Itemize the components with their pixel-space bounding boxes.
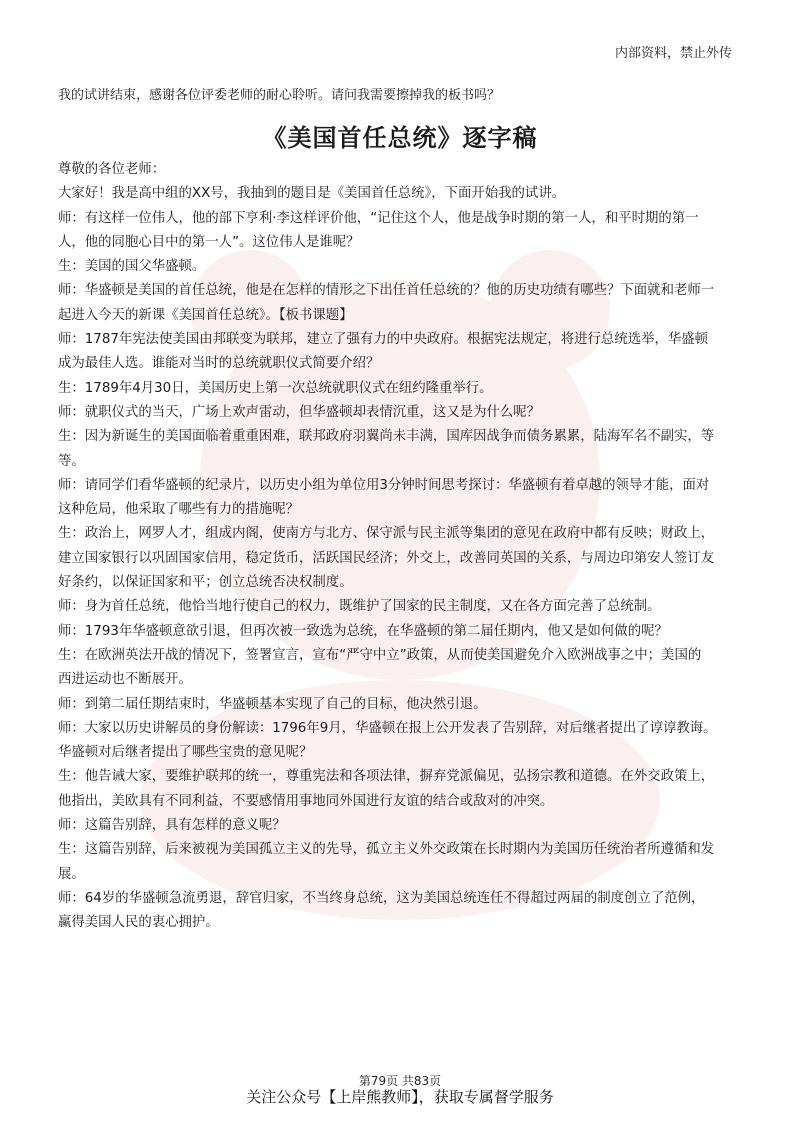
transcript-line: 好条约，以保证国家和平；创立总统否决权制度。: [58, 575, 353, 591]
transcript-line: 师：华盛顿是美国的首任总统，他是在怎样的情形之下出任首任总统的？他的历史功绩有哪些？下面就和老师一: [58, 283, 715, 299]
transcript-line: 生：这篇告别辞，后来被视为美国孤立主义的先导，孤立主义外交政策在长时期内为美国历任统治者所遵循和发: [58, 842, 715, 858]
transcript-line: 他指出，美欧具有不同利益，不要感情用事地同外国进行友谊的结合或敌对的冲突。: [58, 793, 554, 809]
transcript-line: 生：在欧洲英法开战的情况下，签署宣言，宣布“严守中立”政策，从而使美国避免介入欧洲战事之中；美国的: [58, 647, 702, 663]
transcript-line: 师：这篇告别辞，具有怎样的意义呢？: [58, 818, 286, 834]
transcript-line: 等。: [58, 453, 85, 469]
transcript-line: 赢得美国人民的衷心拥护。: [58, 915, 219, 931]
transcript-line: 师：64岁的华盛顿急流勇退，辞官归家，不当终身总统，这为美国总统连任不得超过两届的制度创立了范例，: [58, 890, 705, 906]
document-title: 《美国首任总统》逐字稿: [262, 123, 538, 152]
transcript-body: [58, 158, 748, 936]
transcript-line: 建立国家银行以巩固国家信用，稳定货币，活跃国民经济；外交上，改善同英国的关系，与周边印第安人签订友: [58, 550, 715, 566]
transcript-line: 师：大家以历史讲解员的身份解读：1796年9月，华盛顿在报上公开发表了告别辞，对后继者提出了谆谆教诲。: [58, 720, 717, 736]
confidential-notice: 内部资料，禁止外传: [614, 46, 732, 61]
transcript-line: 师：1793年华盛顿意欲引退，但再次被一致选为总统，在华盛顿的第二届任期内，他又是如何做的呢？: [58, 623, 668, 639]
transcript-line: 成为最佳人选。谁能对当时的总统就职仪式简要介绍？: [58, 356, 380, 372]
footer-promo: 关注公众号【上岸熊教师】，获取专属督学服务: [246, 1088, 554, 1106]
transcript-line: 师：1787年宪法使美国由邦联变为联邦，建立了强有力的中央政府。根据宪法规定，将进行总统选举，华盛顿: [58, 332, 709, 348]
transcript-line: 西进运动也不断展开。: [58, 672, 192, 688]
transcript-line: 生：因为新诞生的美国面临着重重困难，联邦政府羽翼尚未丰满，国库因战争而债务累累，陆海军名不副实，等: [58, 429, 715, 445]
transcript-line: 生：美国的国父华盛顿。: [58, 259, 206, 275]
transcript-line: 展。: [58, 866, 85, 882]
transcript-line: 华盛顿对后继者提出了哪些宝贵的意见呢？: [58, 745, 313, 761]
transcript-line: 尊敬的各位老师：: [58, 162, 166, 177]
transcript-line: 生：政治上，网罗人才，组成内阁，使南方与北方、保守派与民主派等集团的意见在政府中都有反映；财政上，: [58, 526, 715, 542]
transcript-line: 大家好！我是高中组的XX号，我抽到的题目是《美国首任总统》，下面开始我的试讲。: [58, 186, 566, 202]
transcript-line: 这种危局，他采取了哪些有力的措施呢？: [58, 502, 300, 518]
transcript-line: 师：就职仪式的当天，广场上欢声雷动，但华盛顿却表情沉重，这又是为什么呢？: [58, 404, 541, 420]
transcript-line: 师：请同学们看华盛顿的纪录片，以历史小组为单位用3分钟时间思考探讨：华盛顿有着卓越的领导才能，面对: [58, 477, 710, 493]
transcript-line: 师：到第二届任期结束时，华盛顿基本实现了自己的目标，他决然引退。: [58, 696, 487, 712]
transcript-line: 人，他的同胞心目中的第一人”。这位伟人是谁呢？: [58, 234, 360, 250]
transcript-line: 生：他告诫大家，要维护联邦的统一，尊重宪法和各项法律，摒弃党派偏见，弘扬宗教和道德。在外交政策上，: [58, 769, 715, 785]
transcript-line: 起进入今天的新课《美国首任总统》。【板书课题】: [58, 307, 353, 323]
intro-line: 我的试讲结束，感谢各位评委老师的耐心聆听。请问我需要擦掉我的板书吗？: [58, 88, 501, 103]
transcript-line: 生：1789年4月30日，美国历史上第一次总统就职仪式在纽约隆重举行。: [58, 380, 493, 396]
page-number: 第79页 共83页: [358, 1074, 442, 1088]
transcript-line: 师：身为首任总统，他恰当地行使自己的权力，既维护了国家的民主制度，又在各方面完善了总统制。: [58, 599, 661, 615]
transcript-line: 师：有这样一位伟人，他的部下亨利·李这样评价他，“记住这个人，他是战争时期的第一人，和平时期的第一: [58, 210, 699, 226]
